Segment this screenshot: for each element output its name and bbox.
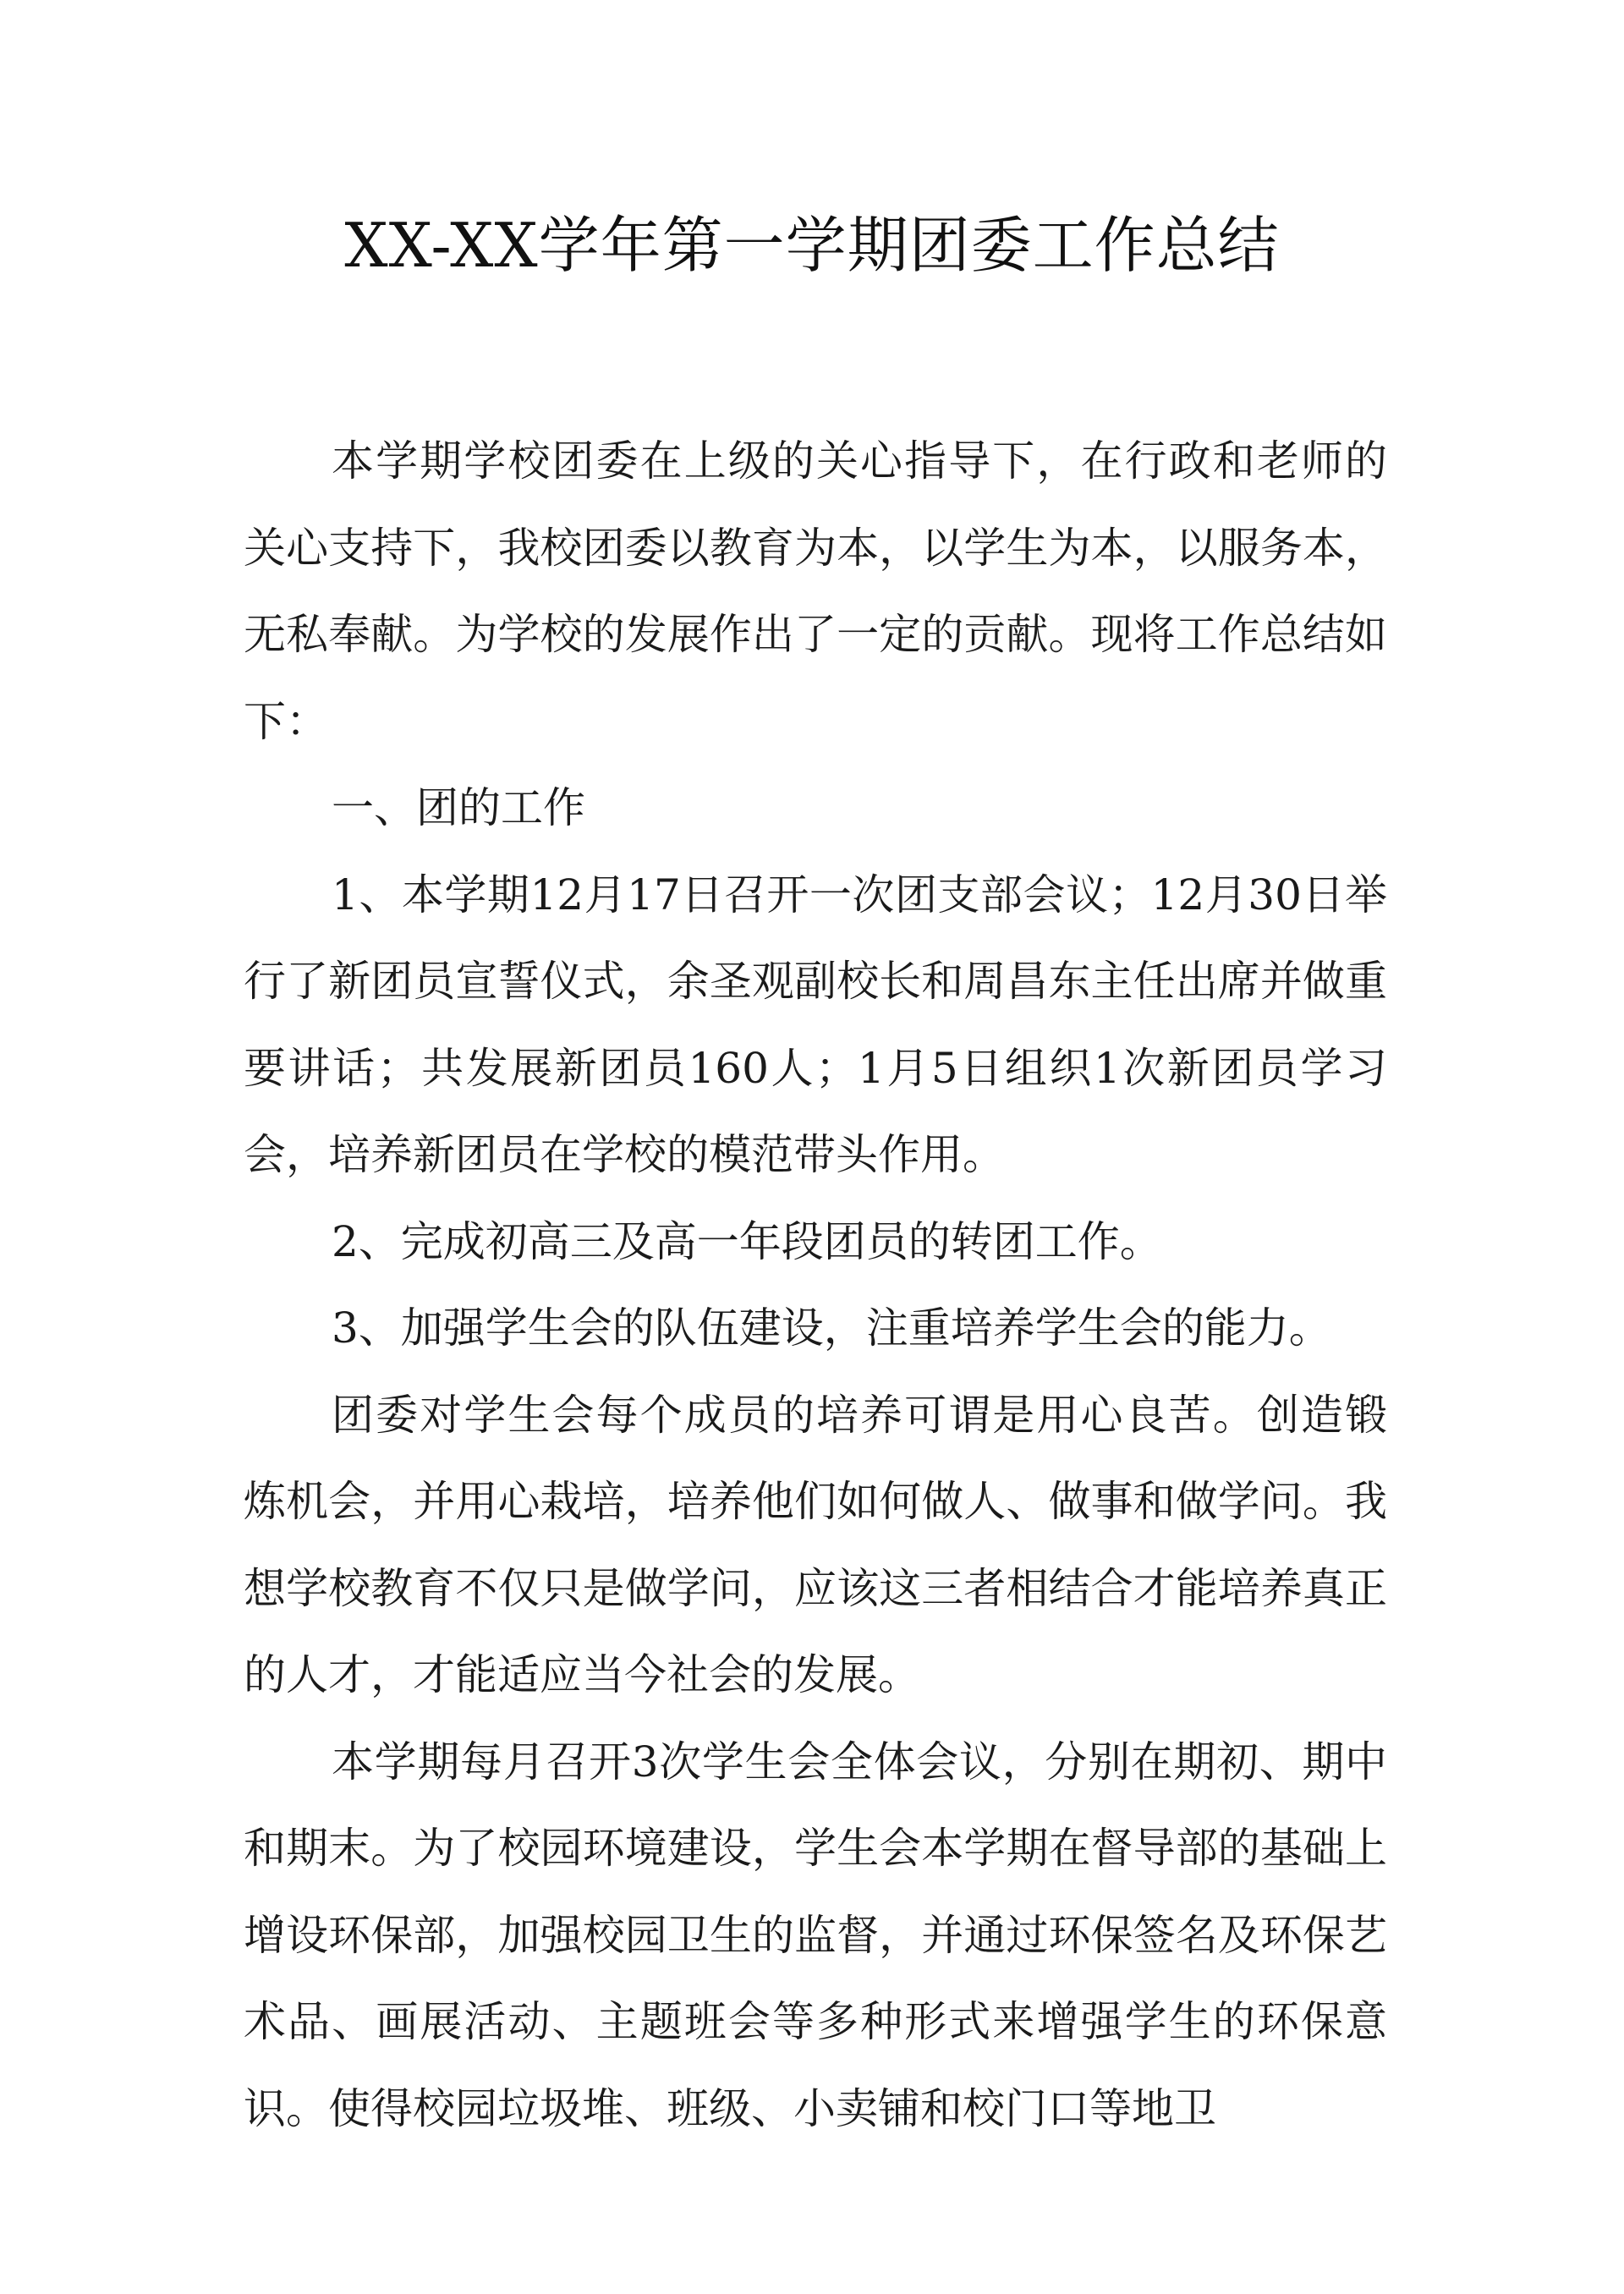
paragraph-intro: 本学期学校团委在上级的关心指导下，在行政和老师的关心支持下，我校团委以教育为本，以学生为本，以服务本，无私奉献。为学校的发展作出了一定的贡献。现将工作总结如下： <box>244 436 1387 746</box>
document-title: XX-XX学年第一学期团委工作总结 <box>344 210 1280 281</box>
paragraph-student-union-meetings: 本学期每月召开3次学生会全体会议，分别在期初、期中和期末。为了校园环境建设，学生会本学期在督导部的基础上增设环保部，加强校园卫生的监督，并通过环保签名及环保艺术品、画展活动、主题班会等多种形式来增强学生的环保意识。使得校园垃圾堆、班级、小卖铺和校门口等地卫 <box>244 1737 1387 2133</box>
document-body <box>244 418 1387 2152</box>
section-heading-league-work: 一、团的工作 <box>332 783 585 832</box>
paragraph-student-union-training: 团委对学生会每个成员的培养可谓是用心良苦。创造锻炼机会，并用心栽培，培养他们如何做人、做事和做学问。我想学校教育不仅只是做学问，应该这三者相结合才能培养真正的人才，才能适应当今社会的发展。 <box>244 1390 1387 1699</box>
paragraph-item-3: 3、加强学生会的队伍建设，注重培养学生会的能力。 <box>332 1303 1331 1353</box>
paragraph-item-2: 2、完成初高三及高一年段团员的转团工作。 <box>332 1216 1162 1266</box>
paragraph-item-1: 1、本学期12月17日召开一次团支部会议；12月30日举行了新团员宣誓仪式，余圣观副校长和周昌东主任出席并做重要讲话；共发展新团员160人；1月5日组织1次新团员学习会，培养新团员在学校的模范带头作用。 <box>244 870 1387 1179</box>
